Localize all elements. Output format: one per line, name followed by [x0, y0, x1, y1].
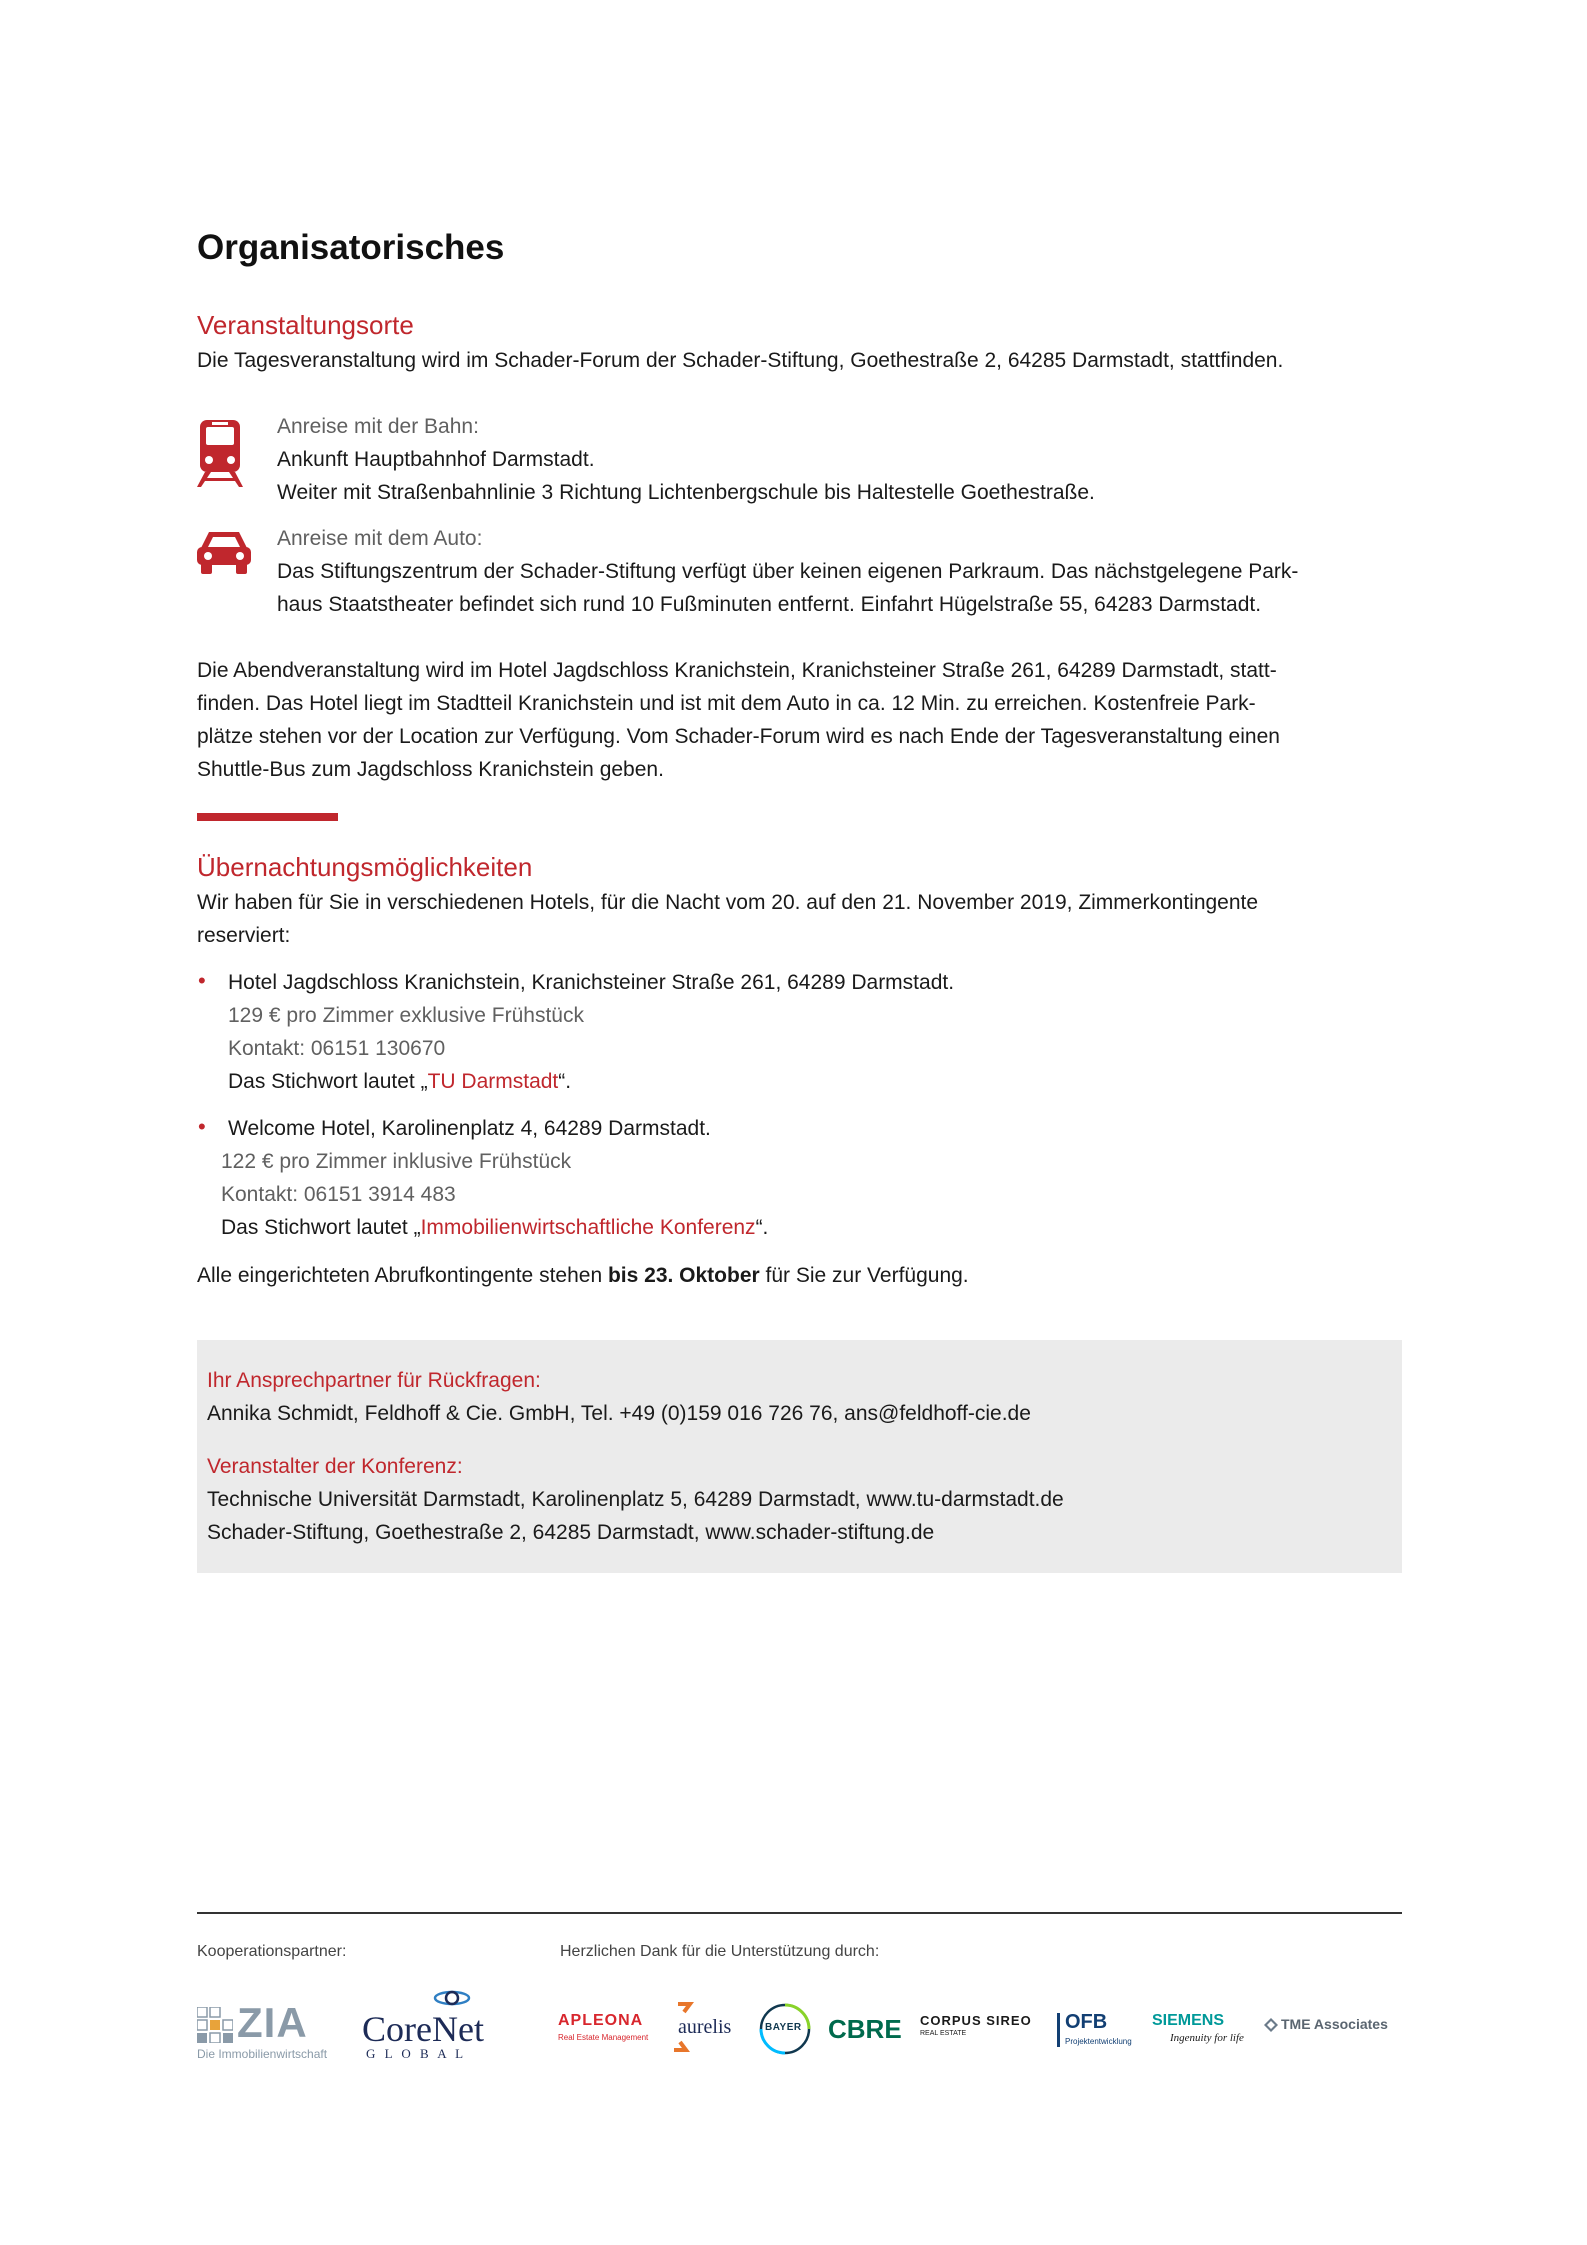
- bullet-dot: •: [198, 968, 206, 993]
- car-line1: Das Stiftungszentrum der Schader-Stiftung verfügt über keinen eigenen Parkraum. Das nächstgelegene Park-: [277, 560, 1299, 583]
- accommodation-intro-2: reserviert:: [197, 924, 291, 947]
- accommodation-heading: Übernachtungsmöglichkeiten: [197, 852, 533, 882]
- hotel-2-price: 122 € pro Zimmer inklusive Frühstück: [221, 1150, 572, 1173]
- hotel-1-price: 129 € pro Zimmer exklusive Frühstück: [228, 1004, 584, 1027]
- evening-line-1: Die Abendveranstaltung wird im Hotel Jagdschloss Kranichstein, Kranichsteiner Straße 261, 64289 Darmstadt, statt-: [197, 659, 1277, 682]
- corenet-logo: CoreNet G L O B A L: [362, 1990, 522, 2065]
- corpus-sireo-logo: CORPUS SIREO REAL ESTATE: [920, 2013, 1032, 2037]
- evening-line-2: finden. Das Hotel liegt im Stadtteil Kranichstein und ist mit dem Auto in ca. 12 Min. zu erreichen. Kostenfreie Park-: [197, 692, 1256, 715]
- organizer-heading: Veranstalter der Konferenz:: [207, 1455, 463, 1478]
- page-title: Organisatorisches: [197, 228, 505, 267]
- train-icon: [197, 418, 243, 488]
- train-label: Anreise mit der Bahn:: [277, 415, 479, 438]
- venues-heading: Veranstaltungsorte: [197, 310, 414, 340]
- contact-heading: Ihr Ansprechpartner für Rückfragen:: [207, 1369, 541, 1392]
- apleona-logo: APLEONA Real Estate Management: [558, 2012, 649, 2042]
- hotel-2-keyword: Das Stichwort lautet „Immobilienwirtschaftliche Konferenz“.: [221, 1216, 769, 1239]
- train-line1: Ankunft Hauptbahnhof Darmstadt.: [277, 448, 595, 471]
- organizer-line-1: Technische Universität Darmstadt, Karolinenplatz 5, 64289 Darmstadt, www.tu-darmstadt.de: [207, 1488, 1064, 1511]
- footer-rule: [197, 1912, 1402, 1914]
- hotel-1-name: Hotel Jagdschloss Kranichstein, Kranichsteiner Straße 261, 64289 Darmstadt.: [228, 971, 955, 994]
- partners-label: Kooperationspartner:: [197, 1943, 347, 1960]
- car-line2: haus Staatstheater befindet sich rund 10 Fußminuten entfernt. Einfahrt Hügelstraße 55, 64283 Darmstadt.: [277, 593, 1262, 616]
- organizer-line-2: Schader-Stiftung, Goethestraße 2, 64285 Darmstadt, www.schader-stiftung.de: [207, 1521, 935, 1544]
- deadline-text: Alle eingerichteten Abrufkontingente stehen bis 23. Oktober für Sie zur Verfügung.: [197, 1264, 969, 1287]
- contact-line: Annika Schmidt, Feldhoff & Cie. GmbH, Tel. +49 (0)159 016 726 76, ans@feldhoff-cie.de: [207, 1402, 1031, 1425]
- zia-logo: ZIA Die Immobilienwirtschaft: [197, 1999, 328, 2061]
- cbre-logo: CBRE: [828, 2014, 902, 2044]
- ofb-logo: OFB Projektentwicklung: [1057, 2011, 1137, 2051]
- venues-intro: Die Tagesveranstaltung wird im Schader-Forum der Schader-Stiftung, Goethestraße 2, 64285 Darmstadt, stattfinden.: [197, 349, 1284, 372]
- evening-line-3: plätze stehen vor der Location zur Verfügung. Vom Schader-Forum wird es nach Ende der Tagesveranstaltung einen: [197, 725, 1280, 748]
- hotel-1-keyword: Das Stichwort lautet „TU Darmstadt“.: [228, 1070, 572, 1093]
- evening-line-4: Shuttle-Bus zum Jagdschloss Kranichstein geben.: [197, 758, 664, 781]
- aurelis-logo: aurelis: [670, 2000, 744, 2058]
- car-label: Anreise mit dem Auto:: [277, 527, 483, 550]
- sponsors-label: Herzlichen Dank für die Unterstützung durch:: [560, 1943, 880, 1960]
- hotel-2-name: Welcome Hotel, Karolinenplatz 4, 64289 Darmstadt.: [228, 1117, 711, 1140]
- siemens-logo: SIEMENS Ingenuity for life: [1152, 2012, 1244, 2044]
- car-icon: [197, 528, 251, 576]
- bayer-logo: BAYER: [759, 2003, 811, 2055]
- hotel-1-contact: Kontakt: 06151 130670: [228, 1037, 446, 1060]
- bullet-dot: •: [198, 1114, 206, 1139]
- tme-associates-logo: TME Associates: [1264, 2016, 1404, 2040]
- section-divider: [197, 813, 338, 821]
- hotel-2-contact: Kontakt: 06151 3914 483: [221, 1183, 456, 1206]
- train-line2: Weiter mit Straßenbahnlinie 3 Richtung Lichtenbergschule bis Haltestelle Goethestraße.: [277, 481, 1095, 504]
- accommodation-intro-1: Wir haben für Sie in verschiedenen Hotels, für die Nacht vom 20. auf den 21. November 2019, Zimmerkontingente: [197, 891, 1259, 914]
